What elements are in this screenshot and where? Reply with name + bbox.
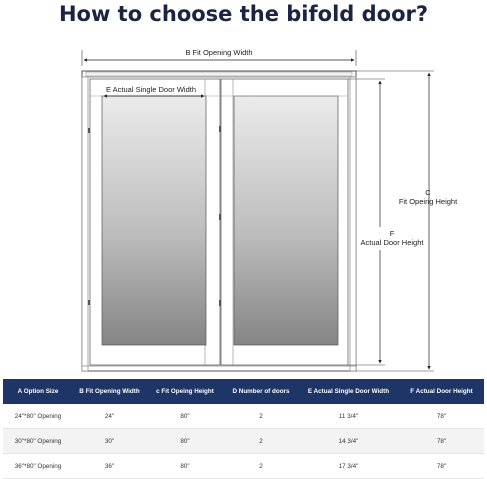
left-door-glass — [102, 96, 206, 345]
cell-actual-single-door-width: 11 3/4" — [298, 404, 399, 429]
header-number-of-doors: D Number of doors — [224, 379, 298, 404]
cell-actual-single-door-width: 14 3/4" — [298, 429, 399, 454]
cell-actual-door-height: 78" — [399, 454, 484, 479]
header-actual-single-door-width: E Actual Single Door Width — [298, 379, 399, 404]
header-option-size: A Option Size — [3, 379, 73, 404]
cell-number-of-doors: 2 — [224, 429, 298, 454]
cell-actual-single-door-width: 17 3/4" — [298, 454, 399, 479]
cell-fit-opening-width: 24" — [73, 404, 146, 429]
cell-fit-opening-width: 36" — [73, 454, 146, 479]
size-spec-table — [3, 379, 484, 479]
cell-fit-opening-height: 80" — [146, 429, 224, 454]
cell-fit-opening-width: 30" — [73, 429, 146, 454]
page-title: How to choose the bifold door? — [58, 2, 429, 26]
label-fit-opening-height: Fit Opeing Height — [398, 197, 458, 206]
header-actual-door-height: F Actual Door Height — [399, 379, 484, 404]
cell-option-size: 36"*80" Opening — [3, 454, 73, 479]
cell-fit-opening-height: 80" — [146, 454, 224, 479]
left-jamb — [82, 77, 88, 371]
label-f-letter: F — [389, 229, 395, 238]
label-c-letter: C — [425, 188, 431, 197]
dimension-b — [82, 48, 356, 66]
table-row — [3, 429, 484, 454]
cell-fit-opening-height: 80" — [146, 404, 224, 429]
dimension-f — [348, 79, 424, 365]
header-fit-opening-width: B Fit Opening Width — [73, 379, 146, 404]
cell-number-of-doors: 2 — [224, 454, 298, 479]
table-row — [3, 454, 484, 479]
right-jamb — [350, 77, 356, 371]
top-track — [86, 72, 352, 76]
cell-option-size: 24"*80" Opening — [3, 404, 73, 429]
dimension-c — [356, 71, 458, 371]
right-door-glass — [234, 96, 338, 345]
header-fit-opening-height: c Fit Opeing Height — [146, 379, 224, 404]
table-row — [3, 404, 484, 429]
table-header-row — [3, 379, 484, 404]
cell-actual-door-height: 78" — [399, 429, 484, 454]
label-fit-opening-width: B Fit Opening Width — [185, 48, 253, 57]
cell-actual-door-height: 78" — [399, 404, 484, 429]
label-actual-door-height: Actual Door Height — [360, 238, 424, 247]
label-actual-single-door-width: E Actual Single Door Width — [105, 85, 197, 94]
cell-number-of-doors: 2 — [224, 404, 298, 429]
cell-option-size: 30"*80" Opening — [3, 429, 73, 454]
